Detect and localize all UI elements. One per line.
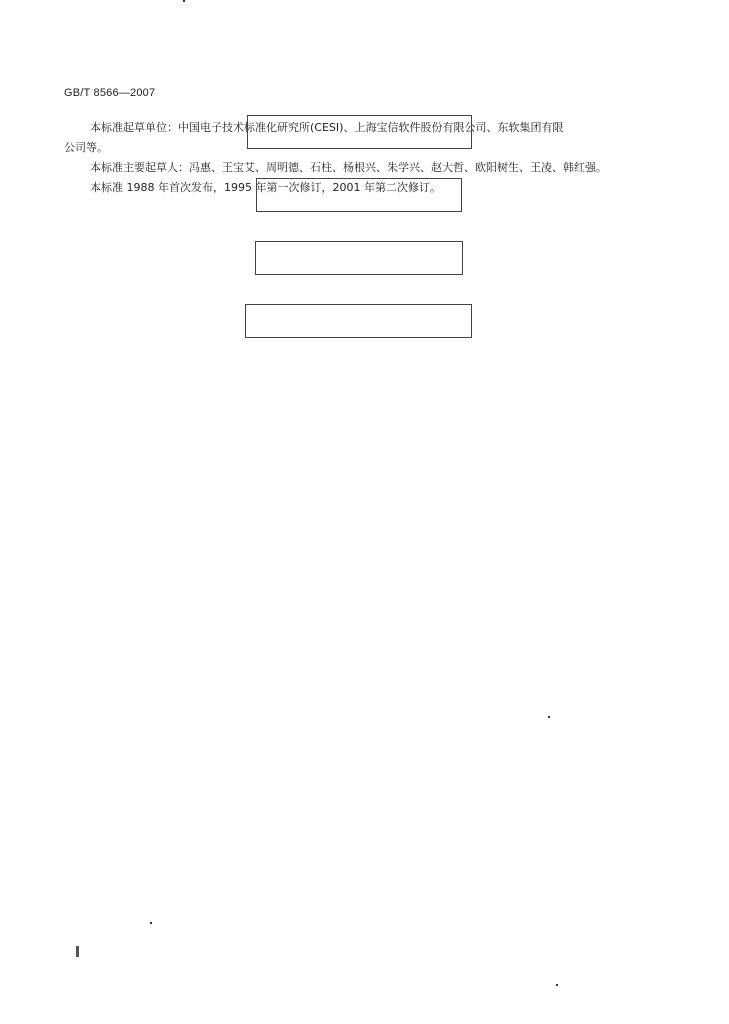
annotation-box-1 <box>247 115 472 149</box>
annotation-box-3 <box>255 241 463 275</box>
scan-mark <box>76 946 79 957</box>
publication-history-text: 本标准 1988 年首次发布，1995 年第一次修订，2001 年第二次修订。 <box>90 181 441 194</box>
standard-number-header: GB/T 8566—2007 <box>64 87 156 99</box>
scan-speck <box>183 0 185 2</box>
scan-speck <box>150 922 152 924</box>
scan-speck <box>548 716 550 718</box>
main-drafters-paragraph <box>64 158 644 178</box>
annotation-box-2 <box>256 178 462 212</box>
scan-speck <box>556 984 558 986</box>
drafting-organizations-line-2: 公司等。 <box>64 141 108 154</box>
drafting-organizations-text: 本标准起草单位：中国电子技术标准化研究所(CESI)、上海宝信软件股份有限公司、东软集团有限 <box>90 121 564 134</box>
annotation-box-4 <box>245 304 472 338</box>
main-drafters-text: 本标准主要起草人：冯惠、王宝艾、周明德、石柱、杨根兴、朱学兴、赵大哲、欧阳树生、王凌、韩红强。 <box>90 161 607 174</box>
